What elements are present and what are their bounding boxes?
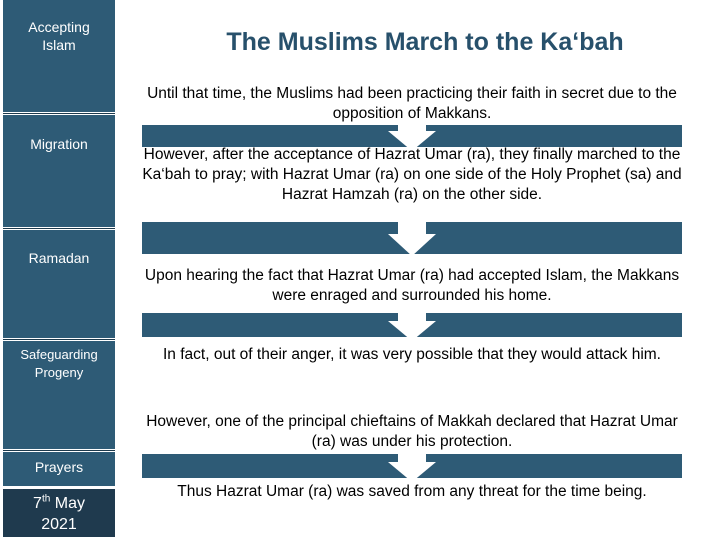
date-month: May: [54, 495, 85, 512]
sidebar-divider: [3, 450, 115, 451]
sidebar-item-label: Safeguarding: [20, 347, 98, 362]
sidebar-item-accepting-islam[interactable]: [3, 0, 115, 112]
date-year: 2021: [41, 516, 77, 533]
step-text-3: Upon hearing the fact that Hazrat Umar (ra) had accepted Islam, the Makkans were enraged and surrounded his home.: [144, 267, 680, 304]
sidebar-item-safeguarding-progeny[interactable]: [3, 341, 115, 449]
sidebar-divider: [3, 228, 115, 229]
sidebar-item-prayers[interactable]: [3, 452, 115, 486]
sidebar-item-ramadan[interactable]: [3, 230, 115, 338]
sidebar-divider: [3, 113, 115, 114]
step-text-6: Thus Hazrat Umar (ra) was saved from any threat for the time being.: [177, 483, 647, 500]
sidebar-item-label: Islam: [42, 37, 76, 53]
date-day: 7: [33, 495, 42, 512]
date-box: [3, 489, 115, 537]
sidebar-divider: [3, 339, 115, 340]
date-day-suffix: th: [41, 493, 51, 505]
sidebar-item-label: Accepting: [28, 19, 90, 35]
step-text-4: In fact, out of their anger, it was very possible that they would attack him.: [163, 346, 661, 363]
date-line-1: [3, 493, 115, 514]
step-text-5: However, one of the principal chieftains of Makkah declared that Hazrat Umar (ra) was under his protection.: [146, 413, 678, 450]
down-arrow-icon: [388, 454, 436, 482]
step-text-2: However, after the acceptance of Hazrat Umar (ra), they finally marched to the Ka‘bah to pray; with Hazrat Umar (ra) on one side of the Holy Prophet (sa) and Hazrat Hamzah (ra) on the other side.: [142, 146, 682, 203]
sidebar-item-migration[interactable]: [3, 115, 115, 227]
step-text-1: Until that time, the Muslims had been practicing their faith in secret due to the opposition of Makkans.: [147, 85, 677, 122]
down-arrow-icon: [388, 313, 436, 341]
sidebar-item-label: Prayers: [34, 459, 84, 475]
sidebar-item-label: Ramadan: [28, 250, 90, 266]
sidebar-item-label: Migration: [30, 136, 88, 152]
slide-title: The Muslims March to the Ka‘bah: [226, 28, 624, 56]
sidebar-item-label: Progeny: [34, 365, 84, 380]
sidebar-nav: [0, 0, 118, 540]
down-arrow-icon: [388, 222, 436, 256]
